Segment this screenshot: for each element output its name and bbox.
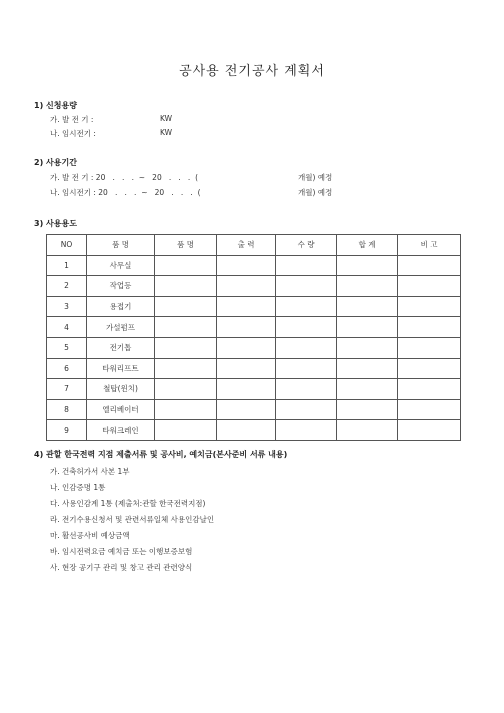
row-cell-empty	[337, 379, 398, 400]
s4-item-da: 다. 사용인감계 1통 (제출처:관할 한국전력지점)	[50, 499, 206, 508]
row-no: 2	[47, 276, 87, 297]
s4-item-ga: 가. 건축허가서 사본 1부	[50, 467, 130, 476]
row-cell-empty	[155, 317, 217, 338]
col-total-header: 합 계	[337, 235, 398, 256]
row-cell-empty	[337, 358, 398, 379]
table-row	[47, 317, 461, 338]
row-no: 8	[47, 399, 87, 420]
row-cell-empty	[276, 296, 337, 317]
row-item-name: 사무실	[87, 255, 155, 276]
section-4-heading: 4) 관할 한국전력 지점 제출서류 및 공사비, 예치금(본사준비 서류 내용)	[34, 450, 288, 459]
row-item-name: 용접기	[87, 296, 155, 317]
row-cell-empty	[276, 317, 337, 338]
row-cell-empty	[217, 296, 276, 317]
row-cell-empty	[337, 255, 398, 276]
row-cell-empty	[398, 255, 461, 276]
row-item-name: 엘리베이터	[87, 399, 155, 420]
row-cell-empty	[337, 399, 398, 420]
row-cell-empty	[217, 276, 276, 297]
row-cell-empty	[337, 296, 398, 317]
s4-item-sa: 사. 현장 공기구 관리 및 창고 관리 관련양식	[50, 563, 193, 572]
row-item-name: 전기톱	[87, 337, 155, 358]
row-item-name: 철탑(윈치)	[87, 379, 155, 400]
col-quantity-header: 수 량	[276, 235, 337, 256]
col-no-header: NO	[47, 235, 87, 256]
s1-line-1-label: 가. 발 전 기 :	[50, 115, 94, 124]
s2-line-2-label: 나. 임시전기 : 20 . . . ~ 20 . . . (	[50, 188, 201, 197]
page-title: 공사용 전기공사 계획서	[179, 64, 325, 79]
row-cell-empty	[398, 337, 461, 358]
row-cell-empty	[217, 337, 276, 358]
table-row	[47, 379, 461, 400]
row-cell-empty	[337, 317, 398, 338]
row-cell-empty	[155, 255, 217, 276]
table-row	[47, 255, 461, 276]
s4-item-ma: 마. 활선공사비 예상금액	[50, 531, 130, 540]
table-row	[47, 276, 461, 297]
row-cell-empty	[217, 358, 276, 379]
row-cell-empty	[155, 379, 217, 400]
row-cell-empty	[337, 420, 398, 441]
row-cell-empty	[276, 358, 337, 379]
row-cell-empty	[398, 420, 461, 441]
s2-line-2-suffix: 개월) 예정	[298, 188, 333, 197]
row-no: 5	[47, 337, 87, 358]
row-cell-empty	[276, 379, 337, 400]
table-row	[47, 399, 461, 420]
row-cell-empty	[276, 276, 337, 297]
row-cell-empty	[398, 358, 461, 379]
row-no: 9	[47, 420, 87, 441]
table-row	[47, 296, 461, 317]
row-cell-empty	[276, 420, 337, 441]
section-3-heading: 3) 사용용도	[34, 219, 77, 228]
usage-table	[46, 234, 461, 441]
col-output-header: 출 력	[217, 235, 276, 256]
row-no: 4	[47, 317, 87, 338]
table-row	[47, 420, 461, 441]
row-no: 7	[47, 379, 87, 400]
row-no: 1	[47, 255, 87, 276]
row-cell-empty	[398, 379, 461, 400]
row-cell-empty	[337, 276, 398, 297]
s4-item-na: 나. 인감증명 1통	[50, 483, 106, 492]
s1-line-2-label: 나. 임시전기 :	[50, 129, 96, 138]
s2-line-1-label: 가. 발 전 기 : 20 . . . ~ 20 . . . (	[50, 173, 199, 182]
row-cell-empty	[398, 317, 461, 338]
row-cell-empty	[337, 337, 398, 358]
row-item-name: 타워크레인	[87, 420, 155, 441]
row-cell-empty	[398, 296, 461, 317]
row-cell-empty	[217, 255, 276, 276]
row-no: 3	[47, 296, 87, 317]
row-cell-empty	[155, 399, 217, 420]
row-cell-empty	[155, 420, 217, 441]
row-cell-empty	[276, 255, 337, 276]
row-cell-empty	[155, 276, 217, 297]
row-cell-empty	[155, 296, 217, 317]
s1-line-1-unit: KW	[160, 114, 173, 123]
row-cell-empty	[398, 399, 461, 420]
row-cell-empty	[276, 337, 337, 358]
col-item-name-2-header: 품 명	[155, 235, 217, 256]
table-row	[47, 337, 461, 358]
row-no: 6	[47, 358, 87, 379]
s1-line-2-unit: KW	[160, 128, 173, 137]
col-item-name-header: 품 명	[87, 235, 155, 256]
row-cell-empty	[155, 358, 217, 379]
row-cell-empty	[217, 420, 276, 441]
table-row	[47, 358, 461, 379]
s4-item-ra: 라. 전기수용신청서 및 관련서류일체 사용인감날인	[50, 515, 215, 524]
row-cell-empty	[217, 379, 276, 400]
row-item-name: 가설펌프	[87, 317, 155, 338]
row-cell-empty	[155, 337, 217, 358]
section-2-heading: 2) 사용기간	[34, 158, 77, 167]
section-1-heading: 1) 신청용량	[34, 101, 77, 110]
col-remarks-header: 비 고	[398, 235, 461, 256]
s4-item-ba: 바. 임시전력요금 예치금 또는 이행보증보험	[50, 547, 193, 556]
table-header-row	[47, 235, 461, 256]
row-item-name: 작업등	[87, 276, 155, 297]
row-cell-empty	[276, 399, 337, 420]
row-cell-empty	[398, 276, 461, 297]
row-cell-empty	[217, 399, 276, 420]
s2-line-1-suffix: 개월) 예정	[298, 173, 333, 182]
row-item-name: 타워리프트	[87, 358, 155, 379]
row-cell-empty	[217, 317, 276, 338]
